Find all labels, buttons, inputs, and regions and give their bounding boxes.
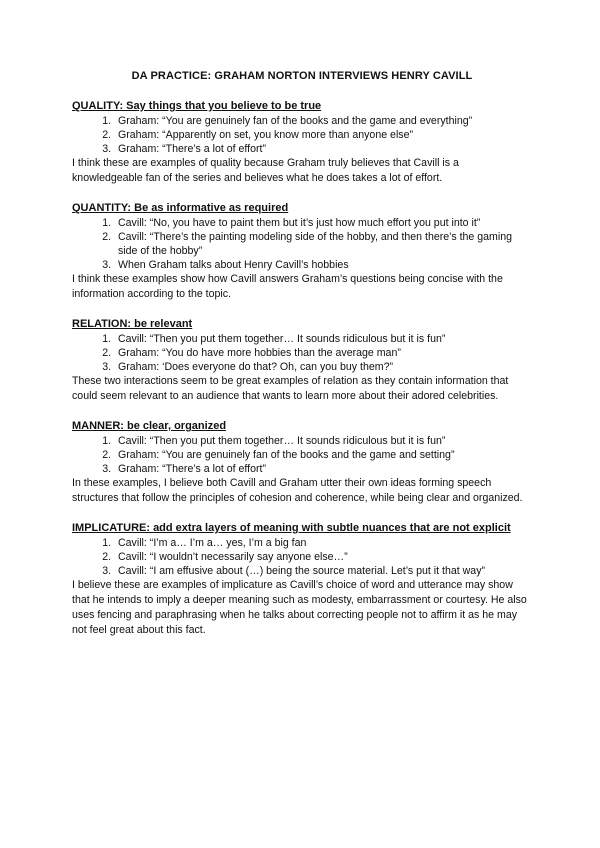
section-heading: RELATION: be relevant: [72, 318, 193, 330]
example-list: [72, 536, 532, 578]
section-implicature: [72, 522, 532, 638]
section-paragraph: I think these examples show how Cavill answers Graham’s questions being concise with the information according to the topic.: [72, 273, 503, 300]
list-item: 3. When Graham talks about Henry Cavill’s hobbies: [114, 258, 532, 272]
list-item: 3. Graham: ‘Does everyone do that? Oh, can you buy them?”: [114, 360, 532, 374]
section-relation: [72, 318, 532, 404]
section-paragraph: These two interactions seem to be great examples of relation as they contain information that could seem relevant to an audience that wants to learn more about their adored celebrities.: [72, 375, 509, 402]
section-paragraph: I think these are examples of quality because Graham truly believes that Cavill is a knowledgeable fan of the series and believes what he does takes a lot of effort.: [72, 157, 459, 184]
section-quality: [72, 100, 532, 186]
section-heading: QUANTITY: Be as informative as required: [72, 202, 289, 214]
document-page: [72, 70, 532, 654]
example-list: [72, 434, 532, 476]
list-item: 2. Graham: “You are genuinely fan of the books and the game and setting”: [114, 448, 532, 462]
list-item: 2. Graham: “You do have more hobbies than the average man”: [114, 346, 532, 360]
list-item: 2. Cavill: “I wouldn’t necessarily say anyone else…”: [114, 550, 532, 564]
list-item: 3. Cavill: “I am effusive about (…) being the source material. Let’s put it that way”: [114, 564, 532, 578]
list-item: 3. Graham: “There’s a lot of effort”: [114, 142, 532, 156]
list-item: 1. Cavill: “Then you put them together… It sounds ridiculous but it is fun”: [114, 332, 532, 346]
document-title: DA PRACTICE: GRAHAM NORTON INTERVIEWS HENRY CAVILL: [131, 70, 473, 82]
section-heading: MANNER: be clear, organized: [72, 420, 227, 432]
list-item: 1. Cavill: “Then you put them together… It sounds ridiculous but it is fun”: [114, 434, 532, 448]
section-quantity: [72, 202, 532, 302]
list-item: 3. Graham: “There’s a lot of effort”: [114, 462, 532, 476]
section-paragraph: In these examples, I believe both Cavill and Graham utter their own ideas forming speech structures that follow the principles of cohesion and coherence, while being clear and organized.: [72, 477, 523, 504]
list-item: 2. Cavill: “There’s the painting modeling side of the hobby, and then there’s the gaming side of the hobby”: [114, 230, 532, 258]
section-manner: [72, 420, 532, 506]
list-item: 1. Graham: “You are genuinely fan of the books and the game and everything”: [114, 114, 532, 128]
list-item: 1. Cavill: “I’m a… I’m a… yes, I’m a big fan: [114, 536, 532, 550]
list-item: 2. Graham: “Apparently on set, you know more than anyone else”: [114, 128, 532, 142]
list-item: 1. Cavill: “No, you have to paint them but it’s just how much effort you put into it”: [114, 216, 532, 230]
example-list: [72, 216, 532, 272]
example-list: [72, 332, 532, 374]
section-paragraph: I believe these are examples of implicature as Cavill’s choice of word and utterance may show that he intends to imply a deeper meaning such as modesty, embarrassment or courtesy. He also uses fencing and paraphrasing when he talks about correcting people not to affirm it as he may not feel great about this fact.: [72, 579, 527, 636]
example-list: [72, 114, 532, 156]
section-heading: QUALITY: Say things that you believe to be true: [72, 100, 322, 112]
section-heading: IMPLICATURE: add extra layers of meaning with subtle nuances that are not explicit: [72, 522, 511, 534]
